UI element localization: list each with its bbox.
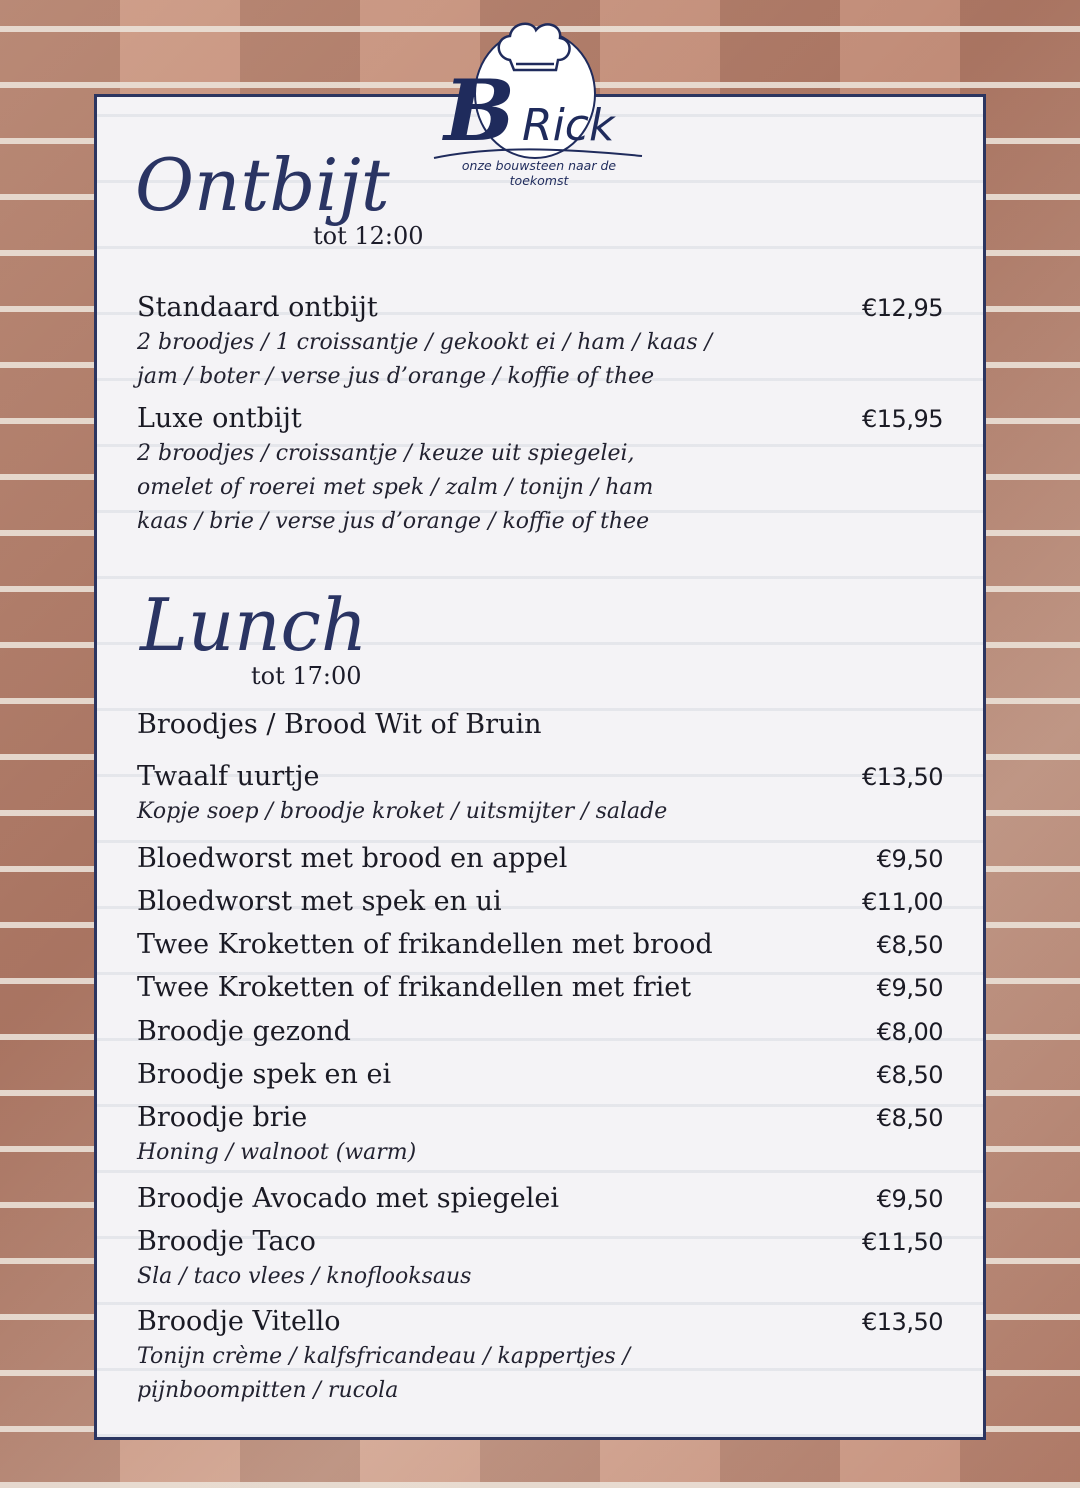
item-name: Luxe ontbijt <box>137 403 302 434</box>
item-name: Bloedworst met spek en ui <box>137 886 502 917</box>
menu-item <box>137 290 943 394</box>
menu-item <box>137 841 943 877</box>
item-name: Twaalf uurtje <box>137 761 320 792</box>
lunch-heading: Broodjes / Brood Wit of Bruin <box>137 709 542 740</box>
ontbijt-title: Ontbijt <box>135 143 390 227</box>
item-price: €12,95 <box>862 294 943 322</box>
menu-item <box>137 1100 943 1170</box>
item-name: Bloedworst met brood en appel <box>137 843 568 874</box>
menu-item <box>137 1057 943 1093</box>
item-description: 2 broodjes / 1 croissantje / gekookt ei / ham / kaas / <box>137 330 713 355</box>
menu-item <box>137 1014 943 1050</box>
item-description: omelet of roerei met spek / zalm / tonijn / ham <box>137 475 654 500</box>
menu-item <box>137 1304 943 1408</box>
logo-tagline: onze bouwsteen naar de toekomst <box>461 158 617 188</box>
item-price: €11,00 <box>862 888 943 916</box>
item-price: €13,50 <box>862 1308 943 1336</box>
item-description: kaas / brie / verse jus d’orange / koffie of thee <box>137 509 650 534</box>
item-name: Broodje Vitello <box>137 1306 341 1337</box>
menu-item <box>137 927 943 963</box>
item-name: Broodje spek en ei <box>137 1059 392 1090</box>
logo-letter-b: B <box>444 61 515 160</box>
item-name: Broodje Avocado met spiegelei <box>137 1183 560 1214</box>
item-price: €15,95 <box>862 405 943 433</box>
item-price: €9,50 <box>876 1185 943 1213</box>
item-description: Honing / walnoot (warm) <box>137 1140 417 1165</box>
item-price: €8,50 <box>876 1061 943 1089</box>
item-name: Twee Kroketten of frikandellen met brood <box>137 929 713 960</box>
item-description: Sla / taco vlees / knoflooksaus <box>137 1264 472 1289</box>
item-name: Broodje brie <box>137 1102 308 1133</box>
lunch-heading-row <box>137 707 943 743</box>
item-price: €9,50 <box>876 845 943 873</box>
item-price: €8,50 <box>876 1104 943 1132</box>
lunch-subtitle: tot 17:00 <box>251 662 362 690</box>
menu-item <box>137 1181 943 1217</box>
ontbijt-subtitle: tot 12:00 <box>313 222 424 250</box>
item-price: €11,50 <box>862 1228 943 1256</box>
item-description: jam / boter / verse jus d’orange / koffie of thee <box>137 364 655 389</box>
menu-item <box>137 401 943 539</box>
item-name: Twee Kroketten of frikandellen met friet <box>137 972 692 1003</box>
logo-word-rick: Rick <box>522 100 615 151</box>
item-description: pijnboompitten / rucola <box>137 1378 399 1403</box>
item-description: Kopje soep / broodje kroket / uitsmijter / salade <box>137 799 668 824</box>
item-price: €8,00 <box>876 1018 943 1046</box>
item-price: €13,50 <box>862 763 943 791</box>
item-description: Tonijn crème / kalfsfricandeau / kappertjes / <box>137 1344 631 1369</box>
item-description: 2 broodjes / croissantje / keuze uit spiegelei, <box>137 441 635 466</box>
item-name: Broodje Taco <box>137 1226 316 1257</box>
item-name: Broodje gezond <box>137 1016 351 1047</box>
menu-item <box>137 970 943 1006</box>
menu-item <box>137 884 943 920</box>
item-name: Standaard ontbijt <box>137 292 378 323</box>
menu-item <box>137 1224 943 1294</box>
lunch-title: Lunch <box>140 583 368 667</box>
menu-item <box>137 759 943 829</box>
item-price: €8,50 <box>876 931 943 959</box>
item-price: €9,50 <box>876 974 943 1002</box>
brick-logo <box>430 8 650 178</box>
